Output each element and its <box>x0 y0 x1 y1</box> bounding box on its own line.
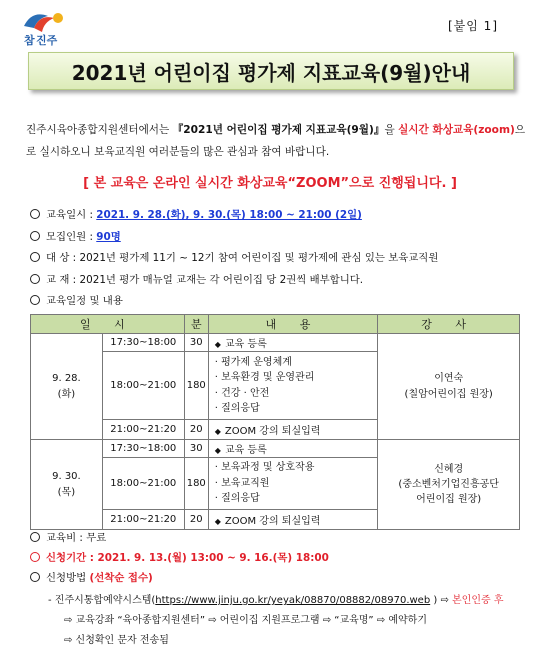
minutes-cell: 20 <box>184 510 208 530</box>
content-cell <box>208 352 378 420</box>
header-lecturer: 강 사 <box>378 315 520 334</box>
content-item: · 질의응답 <box>214 493 260 505</box>
diamond-bullet-icon: ◆ <box>214 446 221 455</box>
info-material: 교 재 : 2021년 평가 매뉴얼 교재는 각 어린이집 당 2권씩 배부합니다. <box>30 270 438 292</box>
minutes-cell: 180 <box>184 352 208 420</box>
minutes-cell: 30 <box>184 334 208 352</box>
circle-bullet-icon <box>30 552 40 562</box>
method-step-3: ⇨ 신청확인 문자 전송됨 <box>64 635 169 646</box>
zoom-notice: [ 본 교육은 온라인 실시간 화상교육“ZOOM”으로 진행됩니다. ] <box>83 176 457 191</box>
bottom-info <box>30 528 329 588</box>
circle-bullet-icon <box>30 532 40 542</box>
day2-weekday: (목) <box>57 486 76 498</box>
method-step-2: ⇨ 교육강좌 “육아종합지원센터” ⇨ 어린이집 지원프로그램 ⇨ “교육명” ⇨ 예약하기 <box>64 615 427 626</box>
day1-lecturer: 이연숙 <box>434 372 464 384</box>
page-title: 2021년 어린이집 평가제 지표교육(9월)안내 <box>28 52 514 90</box>
day2-date: 9. 30. <box>52 470 81 482</box>
time-cell: 18:00~21:00 <box>102 458 184 510</box>
minutes-cell: 180 <box>184 458 208 510</box>
time-cell: 21:00~21:20 <box>102 510 184 530</box>
content-item: · 보육교직원 <box>214 477 270 489</box>
circle-bullet-icon <box>30 572 40 582</box>
content-item: · 건강 · 안전 <box>214 387 270 399</box>
header-datetime: 일 시 <box>31 315 185 334</box>
table-header-row <box>31 315 520 334</box>
info-recruit: 모집인원 : 90명 <box>30 227 438 249</box>
content-cell: ◆ ZOOM 강의 퇴실입력 <box>208 510 378 530</box>
content-item: · 평가제 운영체계 <box>214 356 292 368</box>
day2-lecturer-cell <box>378 440 520 530</box>
minutes-cell: 30 <box>184 440 208 458</box>
diamond-bullet-icon: ◆ <box>214 517 221 526</box>
content-cell: ◆ ZOOM 강의 퇴실입력 <box>208 420 378 440</box>
header-content: 내 용 <box>208 315 378 334</box>
fee-item: 교육비 : 무료 <box>30 528 329 548</box>
day2-date-cell <box>31 440 103 530</box>
circle-bullet-icon <box>30 252 40 262</box>
content-cell <box>208 458 378 510</box>
content-item: · 보육환경 및 운영관리 <box>214 372 315 383</box>
circle-bullet-icon <box>30 209 40 219</box>
minutes-cell: 20 <box>184 420 208 440</box>
diamond-bullet-icon: ◆ <box>214 340 221 349</box>
day1-lecturer-cell <box>378 334 520 440</box>
time-cell: 18:00~21:00 <box>102 352 184 420</box>
svg-text:진주: 진주 <box>36 34 58 47</box>
intro-paragraph: 진주시육아종합지원센터에서는 『2021년 어린이집 평가제 지표교육(9월)』을 실시간 화상교육(zoom)으로 실시하오니 보육교직원 여러분들의 많은 관심과 참여 바랍니다. <box>26 124 526 158</box>
apply-method-item: 신청방법 (선착순 접수) <box>30 568 329 588</box>
content-item: · 질의응답 <box>214 403 260 414</box>
info-target: 대 상 : 2021년 평가제 11기 ~ 12기 참여 어린이집 및 평가제에 관심 있는 보육교직원 <box>30 248 438 270</box>
content-item: · 보육과정 및 상호작용 <box>214 462 315 474</box>
day1-weekday: (화) <box>57 388 76 400</box>
day2-lecturer-org-cont: 어린이집 원장) <box>416 494 482 505</box>
content-cell: ◆ 교육 등록 <box>208 334 378 352</box>
circle-bullet-icon <box>30 231 40 241</box>
time-cell: 17:30~18:00 <box>102 440 184 458</box>
schedule-table <box>30 314 520 530</box>
info-date: 교육일시 : 2021. 9. 28.(화), 9. 30.(목) 18:00 ~ 21:00 (2일) <box>30 205 438 227</box>
diamond-bullet-icon: ◆ <box>214 427 221 436</box>
apply-method-steps <box>48 591 504 651</box>
header-minutes: 분 <box>184 315 208 334</box>
content-cell: ◆ 교육 등록 <box>208 440 378 458</box>
svg-text:참: 참 <box>24 34 35 47</box>
circle-bullet-icon <box>30 295 40 305</box>
day1-date-cell <box>31 334 103 440</box>
info-list <box>30 205 438 313</box>
day1-lecturer-org: (칠암어린이집 원장) <box>404 388 493 400</box>
circle-bullet-icon <box>30 274 40 284</box>
day2-lecturer: 신혜경 <box>434 464 464 475</box>
time-cell: 21:00~21:20 <box>102 420 184 440</box>
table-row <box>31 440 520 458</box>
attachment-label: [붙임 1] <box>448 19 498 33</box>
day2-lecturer-org: (중소벤처기업진흥공단 <box>398 479 499 490</box>
info-schedule: 교육일정 및 내용 <box>30 291 438 313</box>
reservation-link[interactable]: https://www.jinju.go.kr/yeyak/08870/08882/08970.web <box>155 595 431 606</box>
table-row <box>31 334 520 352</box>
method-step-1: - 진주시통합예약시스템(https://www.jinju.go.kr/yeyak/08870/08882/08970.web ) ⇨ 본인인증 후 <box>48 595 504 606</box>
jinju-city-logo <box>18 6 78 48</box>
time-cell: 17:30~18:00 <box>102 334 184 352</box>
day1-date: 9. 28. <box>52 372 81 384</box>
apply-period-item: 신청기간 : 2021. 9. 13.(월) 13:00 ~ 9. 16.(목) 18:00 <box>30 548 329 568</box>
